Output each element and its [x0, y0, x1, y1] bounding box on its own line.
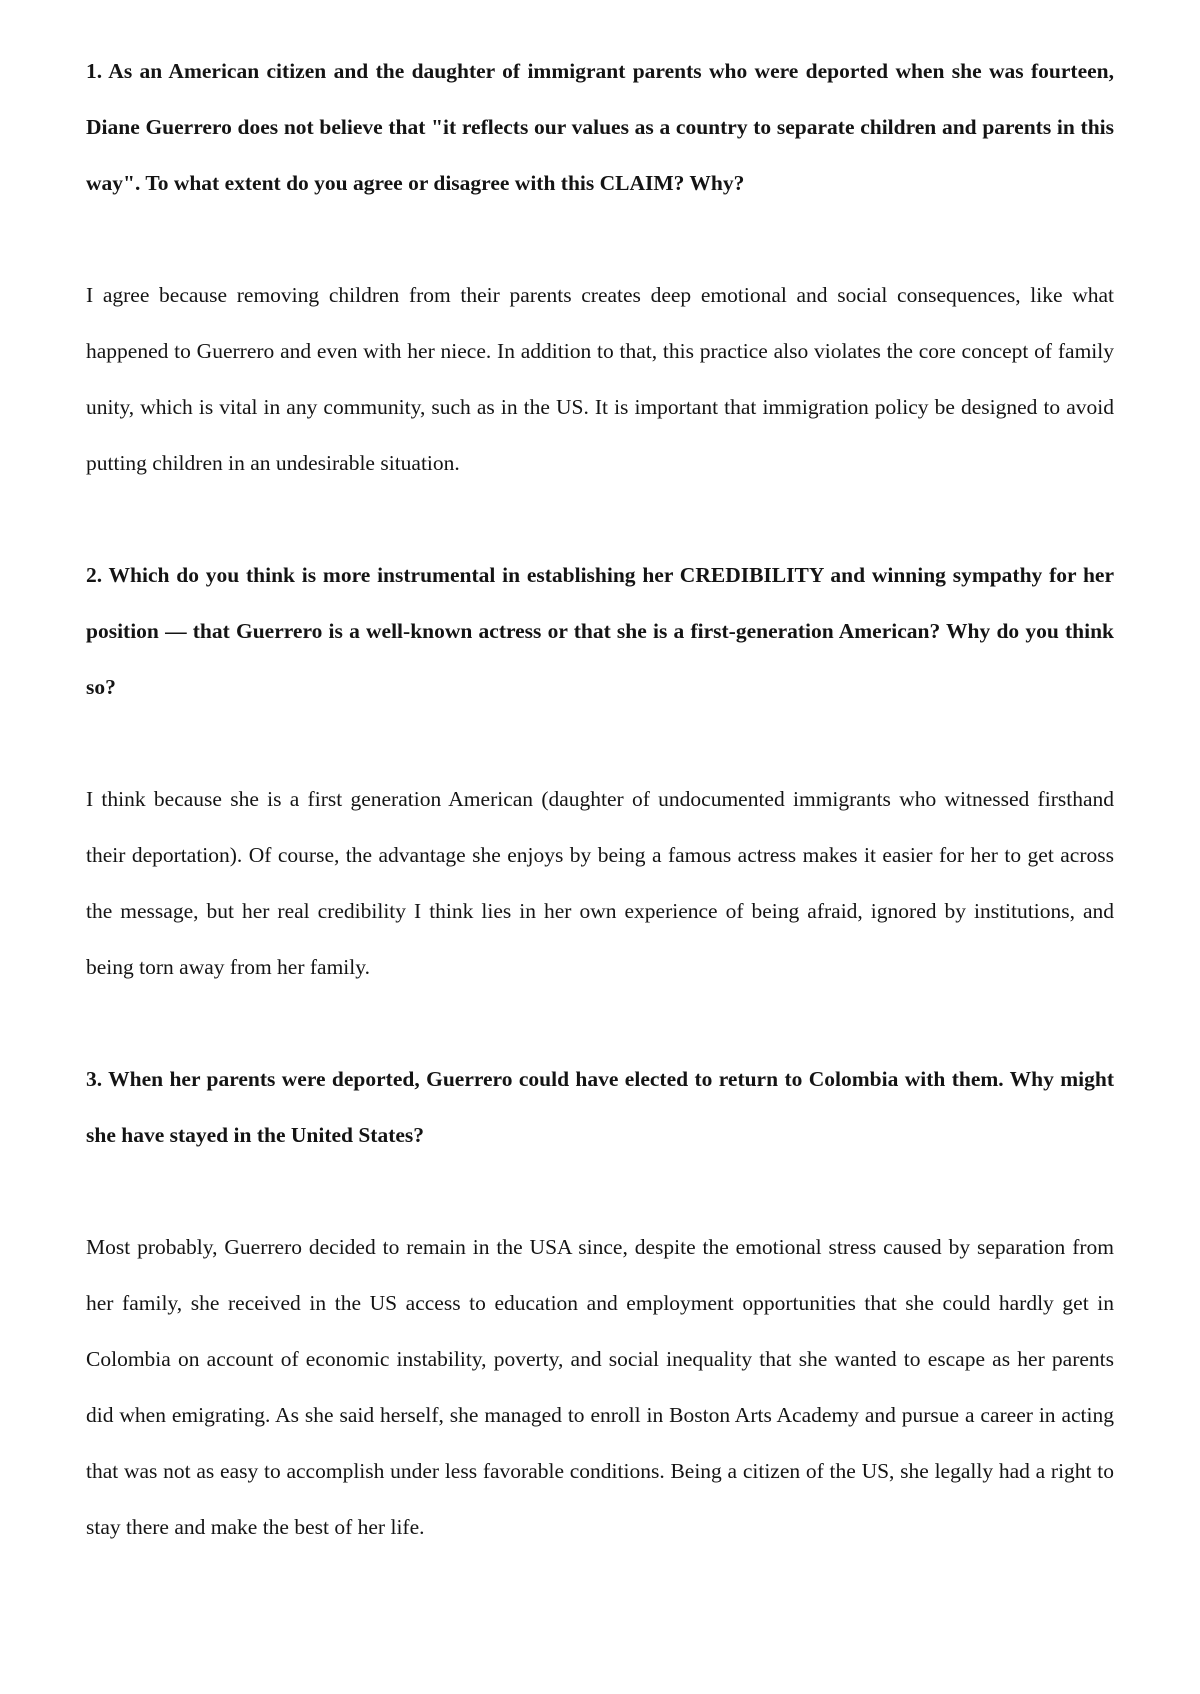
question-1: 1. As an American citizen and the daughter of immigrant parents who were deported when she was fourteen, Diane Guerrero does not believe that "it reflects our values as a country to separate children and parents in this way". To what extent do you agree or disagree with this CLAIM? Why? — [86, 59, 1114, 195]
document-page — [86, 43, 1114, 1611]
answer-3: Most probably, Guerrero decided to remain in the USA since, despite the emotional stress caused by separation from her family, she received in the US access to education and employment opportunities that she could hardly get in Colombia on account of economic instability, poverty, and social inequality that she wanted to escape as her parents did when emigrating. As she said herself, she managed to enroll in Boston Arts Academy and pursue a career in acting that was not as easy to accomplish under less favorable conditions. Being a citizen of the US, she legally had a right to stay there and make the best of her life. — [86, 1235, 1114, 1539]
answer-2: I think because she is a first generation American (daughter of undocumented immigrants who witnessed firsthand their deportation). Of course, the advantage she enjoys by being a famous actress makes it easier for her to get across the message, but her real credibility I think lies in her own experience of being afraid, ignored by institutions, and being torn away from her family. — [86, 787, 1114, 979]
answer-1: I agree because removing children from their parents creates deep emotional and social consequences, like what happened to Guerrero and even with her niece. In addition to that, this practice also violates the core concept of family unity, which is vital in any community, such as in the US. It is important that immigration policy be designed to avoid putting children in an undesirable situation. — [86, 283, 1114, 475]
question-2: 2. Which do you think is more instrumental in establishing her CREDIBILITY and winning sympathy for her position — that Guerrero is a well-known actress or that she is a first-generation American? Why do you think so? — [86, 563, 1114, 699]
question-3: 3. When her parents were deported, Guerrero could have elected to return to Colombia with them. Why might she have stayed in the United States? — [86, 1067, 1114, 1147]
